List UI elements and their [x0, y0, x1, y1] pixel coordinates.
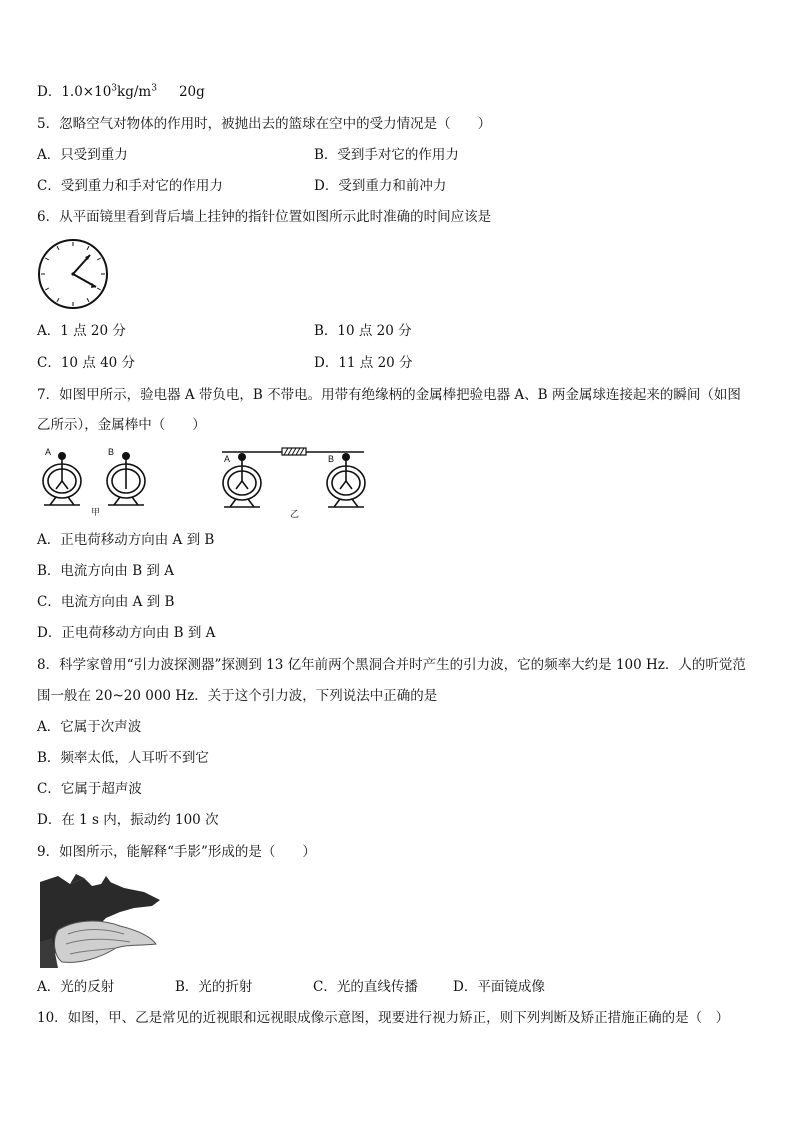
electroscope-figure-jia	[36, 445, 156, 517]
q10-stem: 10．如图，甲、乙是常见的近视眼和远视眼成像示意图，现要进行视力矫正，则下列判断及矫正措施正确的是（ ）	[37, 1010, 730, 1026]
q9-stem: 9．如图所示，能解释“手影”形成的是（ ）	[37, 844, 316, 860]
q6-option-d: D．11 点 20 分	[314, 355, 413, 371]
q7-stem-line2: 乙所示），金属棒中（ ）	[37, 417, 206, 433]
q5-option-d: D．受到重力和前冲力	[314, 178, 447, 194]
q4-option-d: D．$1.0\times 10^3kg/m^3$ 20g	[37, 83, 205, 100]
q9-option-b: B．光的折射	[175, 979, 253, 995]
q6-option-a: A．1 点 20 分	[37, 323, 126, 339]
q8-stem-line1: 8．科学家曾用“引力波探测器”探测到 13 亿年前两个黑洞合并时产生的引力波，它的频率大约是 100 Hz．人的听觉范	[37, 657, 746, 673]
q6-stem: 6．从平面镜里看到背后墙上挂钟的指针位置如图所示此时准确的时间应该是	[37, 209, 492, 225]
figure-label-yi: 乙	[290, 510, 300, 519]
q7-option-b: B．电流方向由 B 到 A	[37, 563, 174, 579]
q9-option-a: A．光的反射	[37, 979, 115, 995]
figure-label-jia: 甲	[91, 508, 101, 517]
q6-option-c: C．10 点 40 分	[37, 355, 136, 371]
q8-option-a: A．它属于次声波	[37, 719, 142, 735]
mirror-clock-figure	[36, 237, 110, 311]
q5-option-a: A．只受到重力	[37, 147, 128, 163]
q5-stem: 5．忽略空气对物体的作用时，被抛出去的篮球在空中的受力情况是（ ）	[37, 116, 492, 132]
q5-option-b: B．受到手对它的作用力	[314, 147, 459, 163]
electroscope-figure-yi	[218, 445, 370, 519]
q5-option-c: C．受到重力和手对它的作用力	[37, 178, 223, 194]
electroscope-label-b-yi: B	[328, 454, 335, 464]
q7-option-d: D．正电荷移动方向由 B 到 A	[37, 625, 216, 641]
q8-stem-line2: 围一般在 20~20 000 Hz．关于这个引力波，下列说法中正确的是	[37, 688, 438, 704]
q8-option-d: D．在 1 s 内，振动约 100 次	[37, 812, 219, 828]
q7-option-c: C．电流方向由 A 到 B	[37, 594, 175, 610]
q7-stem-line1: 7．如图甲所示，验电器 A 带负电，B 不带电。用带有绝缘柄的金属棒把验电器 A、B 两金属球连接起来的瞬间（如图	[37, 387, 741, 403]
electroscope-label-a-yi: A	[224, 454, 231, 464]
electroscope-label-b-jia: B	[108, 447, 115, 457]
q9-option-c: C．光的直线传播	[313, 979, 418, 995]
q9-option-d: D．平面镜成像	[453, 979, 545, 995]
q7-option-a: A．正电荷移动方向由 A 到 B	[37, 532, 215, 548]
electroscope-label-a-jia: A	[45, 447, 52, 457]
q6-option-b: B．10 点 20 分	[314, 323, 412, 339]
hand-shadow-photo	[40, 872, 164, 968]
q8-option-b: B．频率太低，人耳听不到它	[37, 750, 209, 766]
q8-option-c: C．它属于超声波	[37, 781, 142, 797]
